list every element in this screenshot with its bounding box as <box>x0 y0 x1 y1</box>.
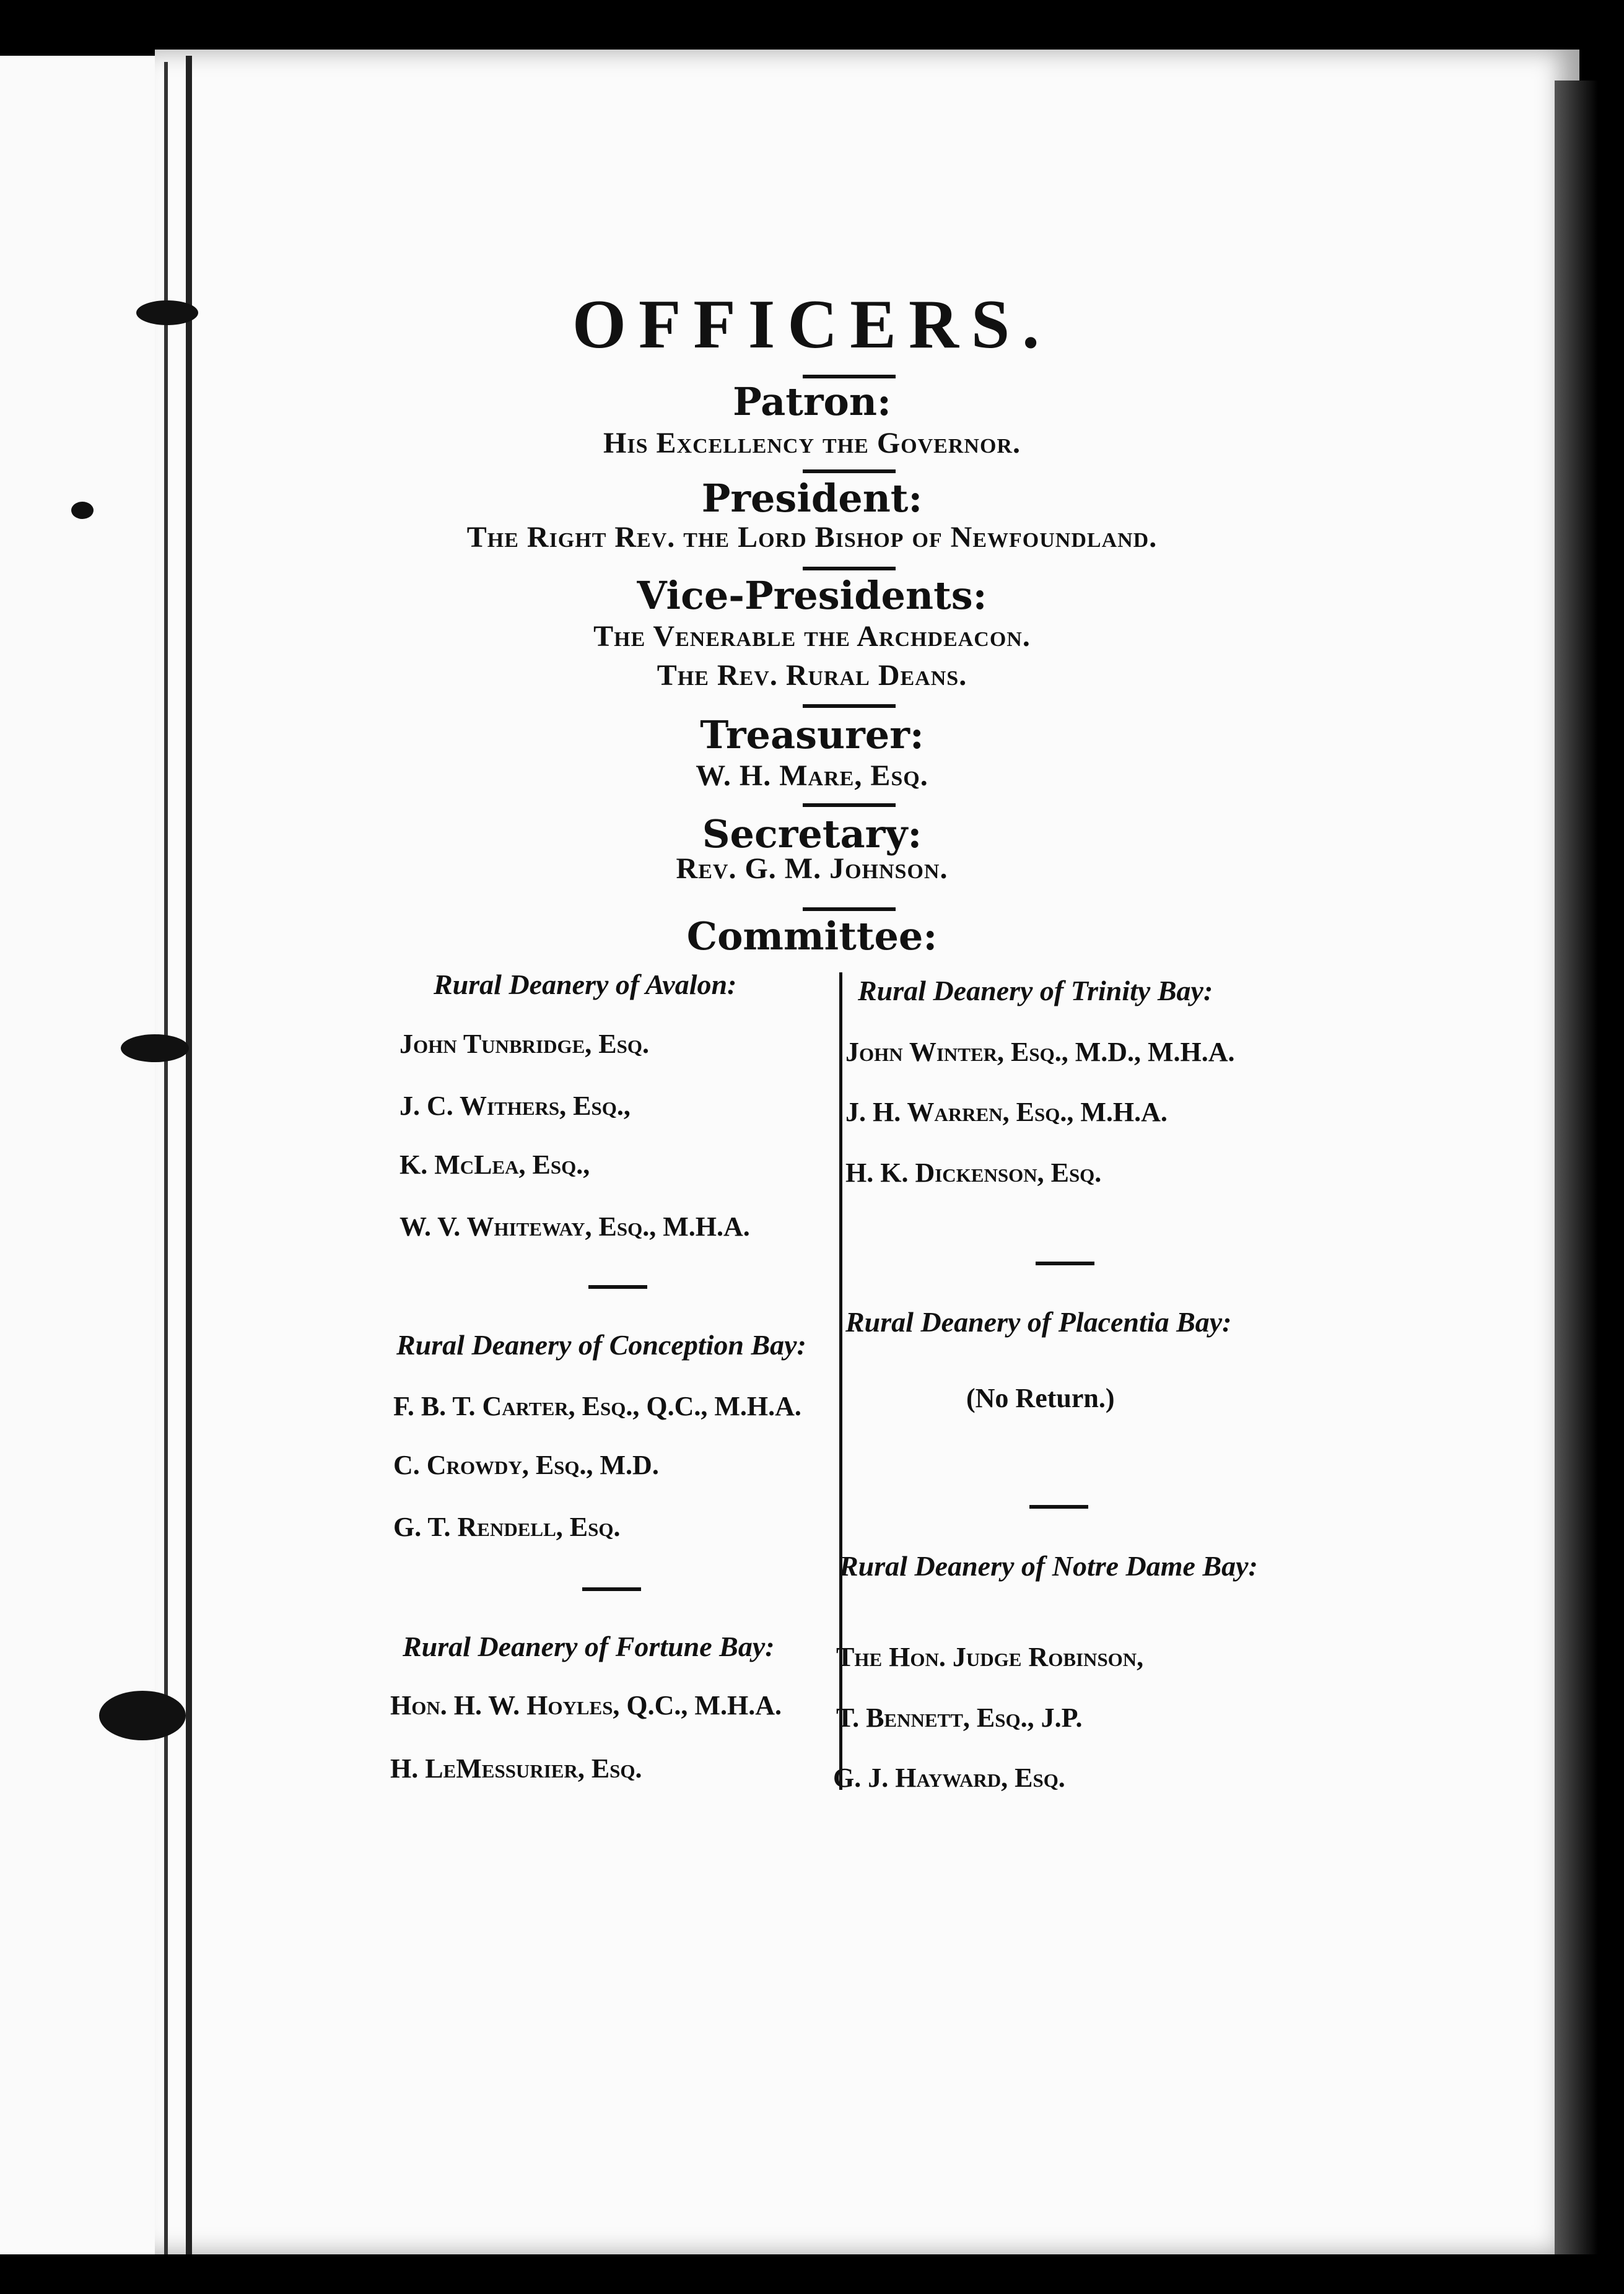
divider <box>1029 1505 1088 1509</box>
committee-member: K. McLea, Esq., <box>399 1149 590 1180</box>
divider <box>588 1285 647 1289</box>
committee-label: Committee: <box>686 914 938 959</box>
divider <box>803 704 896 708</box>
divider <box>803 567 896 570</box>
patron-name: His Excellency the Governor. <box>603 427 1021 460</box>
secretary-name: Rev. G. M. Johnson. <box>676 852 948 885</box>
deanery-heading: Rural Deanery of Avalon: <box>434 969 737 1000</box>
committee-member: T. Bennett, Esq., J.P. <box>836 1703 1083 1733</box>
secretary-label: Secretary: <box>702 811 922 857</box>
committee-member: C. Crowdy, Esq., M.D. <box>393 1450 659 1480</box>
deanery-heading: Rural Deanery of Trinity Bay: <box>858 975 1213 1006</box>
president-label: President: <box>701 476 923 521</box>
committee-member: John Tunbridge, Esq. <box>399 1029 649 1059</box>
committee-member: W. V. Whiteway, Esq., M.H.A. <box>399 1211 750 1242</box>
treasurer-name: W. H. Mare, Esq. <box>696 759 928 792</box>
president-name: The Right Rev. the Lord Bishop of Newfoundland. <box>466 521 1158 554</box>
committee-member: G. J. Hayward, Esq. <box>833 1763 1065 1793</box>
committee-member: F. B. T. Carter, Esq., Q.C., M.H.A. <box>393 1391 801 1421</box>
committee-member: J. C. Withers, Esq., <box>399 1091 631 1121</box>
page-title: OFFICERS. <box>572 286 1052 363</box>
committee-member: The Hon. Judge Robinson, <box>836 1642 1144 1672</box>
divider <box>582 1587 641 1591</box>
committee-member: J. H. Warren, Esq., M.H.A. <box>845 1097 1168 1127</box>
deanery-heading: Rural Deanery of Conception Bay: <box>396 1329 806 1361</box>
deanery-heading: Rural Deanery of Fortune Bay: <box>403 1631 775 1662</box>
divider <box>1036 1262 1094 1265</box>
binding-mark <box>99 1691 186 1740</box>
treasurer-label: Treasurer: <box>700 712 924 757</box>
committee-member: Hon. H. W. Hoyles, Q.C., M.H.A. <box>390 1690 782 1720</box>
divider <box>803 375 896 378</box>
committee-member: G. T. Rendell, Esq. <box>393 1512 621 1542</box>
vice-presidents-label: Vice-Presidents: <box>637 573 987 618</box>
vice-president-name: The Venerable the Archdeacon. <box>593 620 1031 653</box>
patron-label: Patron: <box>733 379 891 424</box>
divider <box>803 803 896 807</box>
committee-member: H. K. Dickenson, Esq. <box>845 1158 1102 1188</box>
no-return-note: (No Return.) <box>966 1383 1115 1413</box>
committee-member: H. LeMessurier, Esq. <box>390 1753 642 1784</box>
committee-member: John Winter, Esq., M.D., M.H.A. <box>845 1037 1235 1067</box>
divider <box>803 907 896 911</box>
binding-mark <box>121 1034 189 1062</box>
deanery-heading: Rural Deanery of Notre Dame Bay: <box>839 1550 1258 1582</box>
deanery-heading: Rural Deanery of Placentia Bay: <box>845 1306 1232 1338</box>
vice-president-name: The Rev. Rural Deans. <box>657 659 967 692</box>
divider <box>803 469 896 473</box>
